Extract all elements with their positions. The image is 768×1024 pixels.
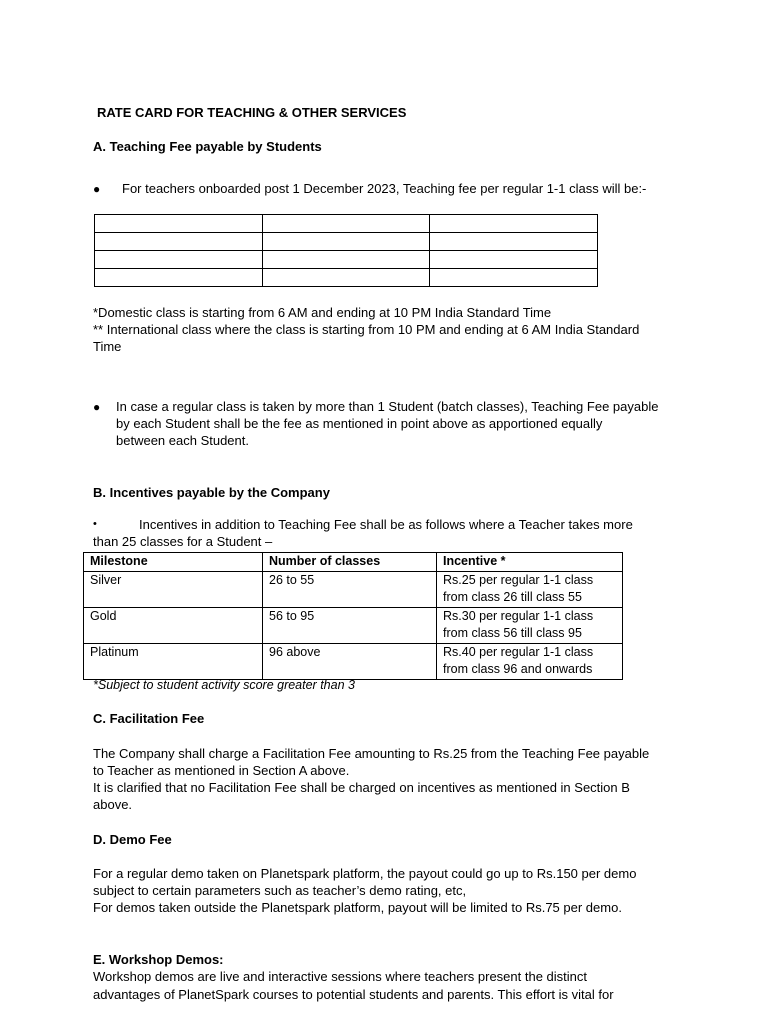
table-cell <box>95 233 263 251</box>
table-row <box>95 233 598 251</box>
table-cell <box>262 233 430 251</box>
classes-cell: 56 to 95 <box>263 607 437 643</box>
incentive-cell <box>437 571 623 607</box>
section-a-bullet-2-line3: between each Student. <box>116 433 249 448</box>
table-cell <box>430 251 598 269</box>
section-c-heading: C. Facilitation Fee <box>93 711 205 726</box>
section-d-line3: For demos taken outside the Planetspark platform, payout will be limited to Rs.75 per demo. <box>93 900 622 915</box>
section-e-line1: Workshop demos are live and interactive sessions where teachers present the distinct <box>93 969 588 984</box>
section-b-bullet-line2: than 25 classes for a Student – <box>93 534 273 549</box>
section-c-line4: above. <box>93 797 133 812</box>
section-a-bullet-1: For teachers onboarded post 1 December 2023, Teaching fee per regular 1-1 class will be:- <box>122 181 647 196</box>
incentive-line: Rs.30 per regular 1-1 class <box>443 608 594 623</box>
table-cell <box>95 269 263 287</box>
classes-cell: 26 to 55 <box>263 571 437 607</box>
milestone-cell: Platinum <box>84 643 263 679</box>
section-a-bullet-2-line2: by each Student shall be the fee as mentioned in point above as apportioned equally <box>116 416 603 431</box>
international-note-line1: ** International class where the class is starting from 10 PM and ending at 6 AM India Standard <box>93 322 640 337</box>
incentive-table <box>83 552 623 680</box>
fee-table-empty <box>94 214 598 287</box>
table-row <box>84 607 623 643</box>
bullet-icon: • <box>93 518 97 530</box>
section-d-line2: subject to certain parameters such as teacher’s demo rating, etc, <box>93 883 467 898</box>
table-header: Incentive * <box>437 553 623 572</box>
incentive-line: from class 26 till class 55 <box>443 590 582 604</box>
incentive-cell <box>437 643 623 679</box>
section-c-line1: The Company shall charge a Facilitation Fee amounting to Rs.25 from the Teaching Fee payable <box>93 746 650 761</box>
table-header-row <box>84 553 623 572</box>
table-cell <box>430 215 598 233</box>
table-row <box>84 571 623 607</box>
table-row <box>84 643 623 679</box>
classes-cell: 96 above <box>263 643 437 679</box>
table-cell <box>262 269 430 287</box>
table-cell <box>95 215 263 233</box>
incentive-cell <box>437 607 623 643</box>
milestone-cell: Gold <box>84 607 263 643</box>
bullet-icon: ● <box>93 182 101 196</box>
table-cell <box>430 233 598 251</box>
table-cell <box>95 251 263 269</box>
section-d-line1: For a regular demo taken on Planetspark platform, the payout could go up to Rs.150 per demo <box>93 866 637 881</box>
section-e-line2: advantages of PlanetSpark courses to potential students and parents. This effort is vital for <box>93 987 614 1002</box>
incentive-line: Rs.25 per regular 1-1 class <box>443 572 594 587</box>
section-b-heading: B. Incentives payable by the Company <box>93 485 330 500</box>
incentive-line: Rs.40 per regular 1-1 class <box>443 644 594 659</box>
table-cell <box>262 251 430 269</box>
table-header: Number of classes <box>263 553 437 572</box>
document-title: RATE CARD FOR TEACHING & OTHER SERVICES <box>97 105 407 120</box>
international-note-line2: Time <box>93 339 122 354</box>
section-e-heading: E. Workshop Demos: <box>93 952 224 967</box>
table-row <box>95 269 598 287</box>
section-c-line2: to Teacher as mentioned in Section A above. <box>93 763 350 778</box>
milestone-cell: Silver <box>84 571 263 607</box>
incentive-line: from class 56 till class 95 <box>443 626 582 640</box>
table-cell <box>262 215 430 233</box>
table-row <box>95 251 598 269</box>
table-row <box>95 215 598 233</box>
section-a-bullet-2-line1: In case a regular class is taken by more than 1 Student (batch classes), Teaching Fee payable <box>116 399 659 414</box>
section-b-bullet-line1: Incentives in addition to Teaching Fee shall be as follows where a Teacher takes more <box>139 517 633 532</box>
domain-note: *Domestic class is starting from 6 AM and ending at 10 PM India Standard Time <box>93 305 552 320</box>
section-c-line3: It is clarified that no Facilitation Fee shall be charged on incentives as mentioned in Section B <box>93 780 630 795</box>
section-a-heading: A. Teaching Fee payable by Students <box>93 139 322 154</box>
incentive-line: from class 96 and onwards <box>443 662 593 676</box>
table-header: Milestone <box>84 553 263 572</box>
bullet-icon: ● <box>93 400 101 414</box>
section-d-heading: D. Demo Fee <box>93 832 172 847</box>
table-cell <box>430 269 598 287</box>
incentive-footnote: *Subject to student activity score greater than 3 <box>93 678 355 692</box>
